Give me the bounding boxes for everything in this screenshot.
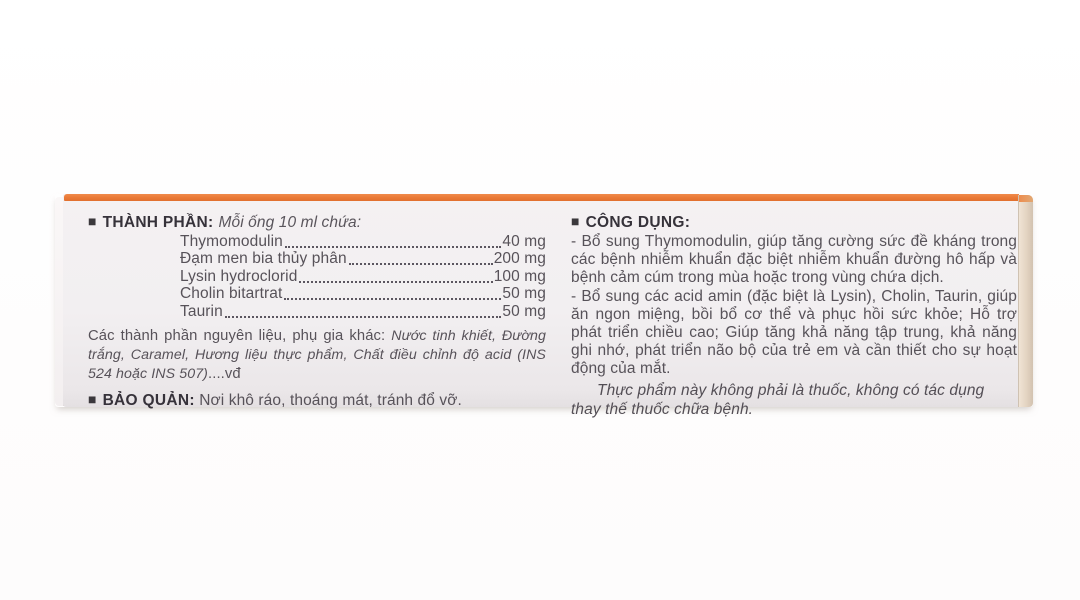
ingredient-row — [88, 303, 546, 321]
ingredient-row — [88, 251, 546, 269]
medicine-box — [55, 194, 1033, 418]
storage-heading: BẢO QUẢN: — [102, 391, 195, 409]
uses-paragraph: - Bổ sung các acid amin (đặc biệt là Lysin), Cholin, Taurin, giúp ăn ngon miệng, bồi bổ cơ thể và phục hồi sức khỏe; Hỗ trợ phát triển chiều cao; Giúp tăng khả năng tập trung, khả năng ghi nhớ, phát triển não bộ của trẻ em và cần thiết cho sự hoạt động của mắt. — [571, 288, 1017, 377]
ingredient-name: Lysin hydroclorid — [180, 267, 298, 285]
ingredient-name: Đạm men bia thủy phân — [180, 250, 347, 267]
square-bullet-icon: ■ — [88, 213, 97, 229]
accent-stripe — [64, 194, 1019, 201]
square-bullet-icon: ■ — [88, 390, 97, 407]
dot-leader — [285, 246, 502, 248]
ingredient-row — [88, 268, 546, 286]
ingredient-name: Thymomodulin — [180, 232, 283, 250]
storage-text: Nơi khô ráo, thoáng mát, tránh đổ vỡ. — [194, 391, 462, 409]
ingredients-column — [88, 213, 546, 410]
ingredients-heading-line — [88, 213, 546, 232]
dot-leader — [284, 298, 501, 300]
ingredient-row — [88, 286, 546, 304]
other-ingredients-suffix: ....vđ — [208, 365, 241, 382]
storage-line — [88, 391, 546, 410]
ingredient-name: Taurin — [180, 302, 223, 320]
other-ingredients-list: Nước tinh khiết, Đường trắng, Caramel, Hương liệu thực phẩm, Chất điều chỉnh độ acid (INS 524 hoặc INS 507) — [88, 327, 547, 382]
other-ingredients-intro: Các thành phần nguyên liệu, phụ gia khác: — [88, 327, 392, 344]
dot-leader — [349, 263, 493, 265]
disclaimer-text: Thực phẩm này không phải là thuốc, không có tác dụng thay thế thuốc chữa bệnh. — [571, 382, 985, 418]
ingredients-heading-note: Mỗi ống 10 ml chứa: — [218, 214, 362, 231]
ingredients-list — [88, 233, 546, 321]
ingredient-amount: 40 mg — [502, 232, 546, 250]
ingredient-amount: 50 mg — [502, 285, 546, 302]
uses-paragraph: - Bổ sung Thymomodulin, giúp tăng cường sức đề kháng trong các bệnh nhiễm khuẩn đặc biệt nhiễm khuẩn đường hô hấp và bệnh cảm cúm trong mùa hoặc trong vùng chứa dịch. — [571, 233, 1017, 286]
square-bullet-icon: ■ — [571, 213, 580, 229]
box-right-flap — [1018, 195, 1033, 407]
ingredient-amount: 50 mg — [502, 302, 546, 320]
ingredient-row — [88, 233, 546, 251]
dot-leader — [225, 316, 502, 318]
ingredients-heading: THÀNH PHẦN: — [102, 214, 214, 231]
box-right-flap-orange-edge — [1019, 195, 1033, 202]
ingredient-amount: 100 mg — [493, 267, 546, 285]
uses-heading: CÔNG DỤNG: — [585, 214, 691, 231]
ingredient-amount: 200 mg — [493, 250, 546, 267]
box-front-panel — [63, 194, 1019, 418]
other-ingredients-paragraph — [88, 327, 546, 384]
uses-column — [571, 213, 1017, 419]
dot-leader — [299, 281, 492, 283]
ingredient-name: Cholin bitartrat — [180, 285, 283, 302]
uses-heading-line — [571, 213, 1017, 232]
